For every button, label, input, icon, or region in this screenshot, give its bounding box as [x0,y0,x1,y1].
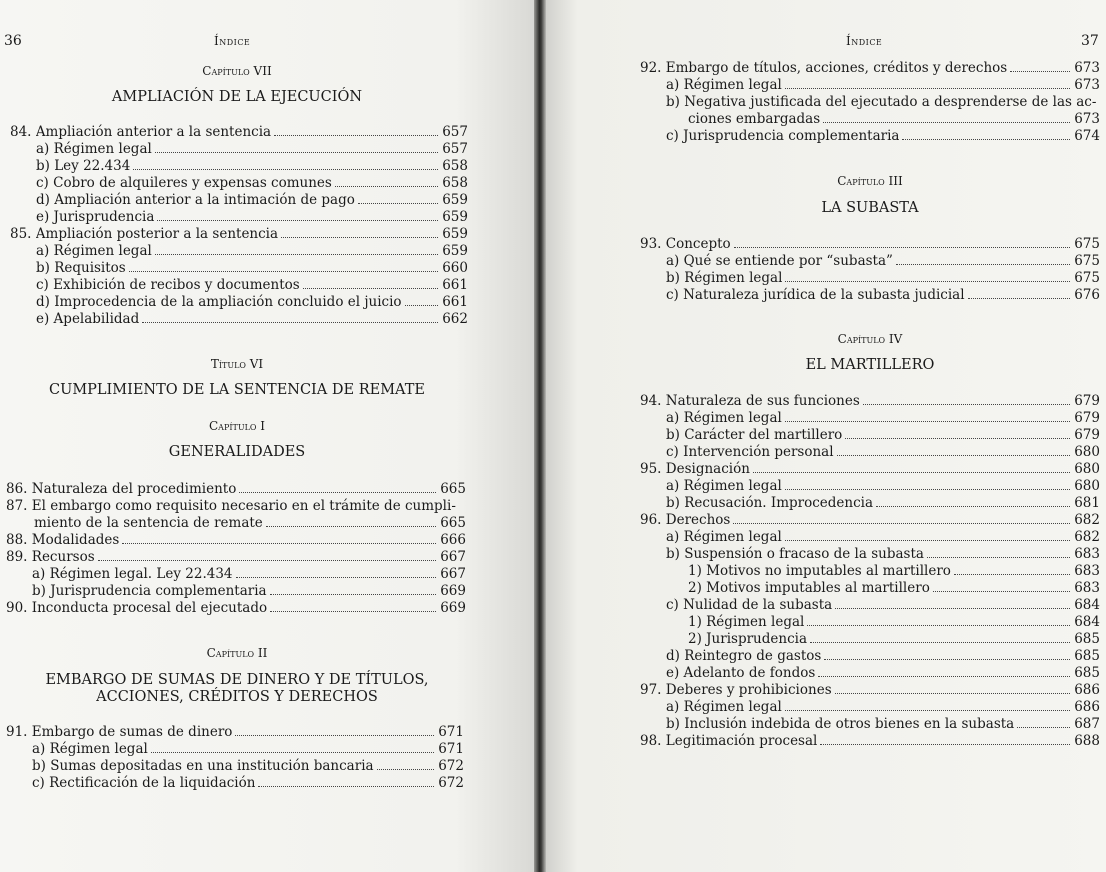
toc-entry: d) Reintegro de gastos 685 [666,648,1100,664]
toc-entry: c) Cobro de alquileres y expensas comunes 658 [36,175,468,191]
toc-entry: b) Ley 22.434 658 [36,158,468,174]
title-6-label: Título VI [210,357,264,371]
toc-entry: b) Requisitos 660 [36,260,468,276]
toc-entry: a) Régimen legal 679 [666,410,1100,426]
toc-entry: d) Ampliación anterior a la intimación de pago 659 [36,192,468,208]
toc-entry: 86. Naturaleza del procedimiento 665 [6,481,466,497]
title-6-heading: CUMPLIMIENTO DE LA SENTENCIA DE REMATE [49,382,425,398]
chapter-2-title: EMBARGO DE SUMAS DE DINERO Y DE TÍTULOS, ACCIONES, CRÉDITOS Y DERECHOS [45,672,429,705]
page-number-left: 36 [4,33,22,49]
toc-entry: 95. Designación 680 [640,461,1100,477]
chapter-1-label: Capítulo I [208,419,265,433]
toc-entry: 91. Embargo de sumas de dinero 671 [6,724,464,740]
toc-entry: 89. Recursos 667 [6,549,466,565]
chapter-7-label: Capítulo VII [202,64,272,78]
chapter-2-label: Capítulo II [206,646,268,660]
toc-entry: a) Régimen legal 659 [36,243,468,259]
toc-entry: 2) Jurisprudencia 685 [688,631,1100,647]
running-head-left: Índice [214,34,251,48]
toc-entry: b) Jurisprudencia complementaria 669 [32,583,466,599]
chapter-3-label: Capítulo III [837,174,903,188]
toc-entry: e) Adelanto de fondos 685 [666,665,1100,681]
toc-entry: e) Apelabilidad 662 [36,311,468,327]
toc-entry: 94. Naturaleza de sus funciones 679 [640,393,1100,409]
toc-left-section-2 [6,481,466,617]
chapter-7-title: AMPLIACIÓN DE LA EJECUCIÓN [111,89,363,105]
page-number-right: 37 [1081,33,1099,49]
book-gutter [534,0,546,872]
toc-right-section-1 [640,60,1100,145]
toc-entry: 85. Ampliación posterior a la sentencia 659 [10,226,468,242]
toc-entry: b) Recusación. Improcedencia 681 [666,495,1100,511]
toc-entry: b) Régimen legal 675 [666,270,1100,286]
chapter-1-title: GENERALIDADES [168,444,306,460]
toc-entry: 87. El embargo como requisito necesario en el trámite de cumpli- miento de la sentencia de remate 665 [6,498,466,531]
toc-entry: c) Naturaleza jurídica de la subasta judicial 676 [666,287,1100,303]
toc-entry: c) Jurisprudencia complementaria 674 [666,128,1100,144]
toc-entry: b) Negativa justificada del ejecutado a desprenderse de las ac- ciones embargadas 673 [666,94,1100,127]
toc-right-section-3 [640,393,1100,750]
toc-entry: e) Jurisprudencia 659 [36,209,468,225]
toc-left-section-1 [10,124,468,328]
toc-entry: a) Régimen legal 671 [32,741,464,757]
toc-entry: 2) Motivos imputables al martillero 683 [688,580,1100,596]
toc-entry: 97. Deberes y prohibiciones 686 [640,682,1100,698]
toc-entry: a) Régimen legal 673 [666,77,1100,93]
toc-entry: b) Sumas depositadas en una institución bancaria 672 [32,758,464,774]
toc-entry: a) Régimen legal. Ley 22.434 667 [32,566,466,582]
toc-entry: a) Qué se entiende por “subasta” 675 [666,253,1100,269]
toc-left-section-3 [6,724,464,792]
toc-entry: 93. Concepto 675 [640,236,1100,252]
chapter-4-title: EL MARTILLERO [805,357,935,373]
chapter-4-label: Capítulo IV [837,332,903,346]
toc-entry: a) Régimen legal 682 [666,529,1100,545]
toc-entry: c) Rectificación de la liquidación 672 [32,775,464,791]
toc-right-section-2 [640,236,1100,304]
toc-entry: b) Suspensión o fracaso de la subasta 683 [666,546,1100,562]
toc-entry: 96. Derechos 682 [640,512,1100,528]
toc-entry: 90. Inconducta procesal del ejecutado 669 [6,600,466,616]
toc-entry: b) Inclusión indebida de otros bienes en la subasta 687 [666,716,1100,732]
toc-entry: b) Carácter del martillero 679 [666,427,1100,443]
toc-entry: 1) Motivos no imputables al martillero 683 [688,563,1100,579]
toc-entry: d) Improcedencia de la ampliación concluido el juicio 661 [36,294,468,310]
toc-entry: 1) Régimen legal 684 [688,614,1100,630]
toc-entry: a) Régimen legal 680 [666,478,1100,494]
toc-entry: c) Exhibición de recibos y documentos 661 [36,277,468,293]
running-head-right: Índice [846,34,883,48]
toc-entry: 88. Modalidades 666 [6,532,466,548]
toc-entry: 92. Embargo de títulos, acciones, créditos y derechos 673 [640,60,1100,76]
toc-entry: a) Régimen legal 686 [666,699,1100,715]
chapter-3-title: LA SUBASTA [821,200,919,216]
toc-entry: 98. Legitimación procesal 688 [640,733,1100,749]
toc-entry: a) Régimen legal 657 [36,141,468,157]
toc-entry: c) Nulidad de la subasta 684 [666,597,1100,613]
toc-entry: 84. Ampliación anterior a la sentencia 657 [10,124,468,140]
toc-entry: c) Intervención personal 680 [666,444,1100,460]
